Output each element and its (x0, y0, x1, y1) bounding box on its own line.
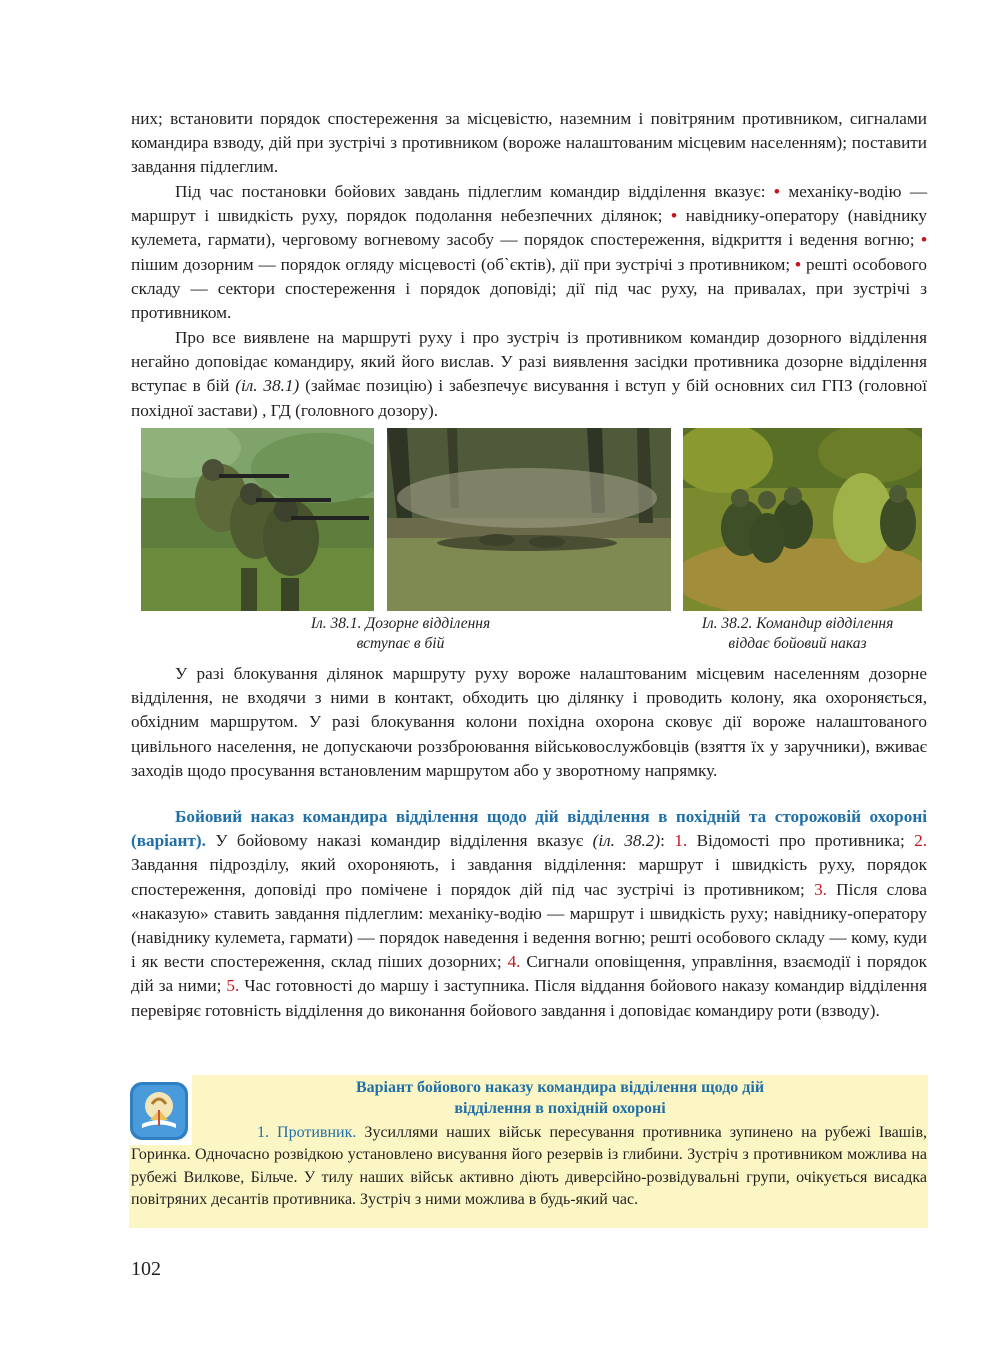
order-item-number: 2. (914, 831, 928, 851)
photo-soldiers-prone (387, 428, 671, 611)
order-item-number: 1. (674, 831, 688, 851)
photo-commander-orders (683, 428, 922, 611)
order-item-text: Завдання підрозділу, який охороняють, і завдання відділення: маршрут і швидкість руху, порядок спостереження, доповіді про помічене і порядок дій під час зустрічі із противником; (131, 855, 927, 899)
note-body: Зусиллями наших військ пересування противника зупинено на рубежі Івашів, Горинка. Одночасно розвідкою установлено висування його резервів із глибини. Зустріч з противником можлива на рубежі Вилкове, Більче. У тилу наших військ активно діють диверсійно-розвідувальні групи, очікується висадка повітряних десантів противника. Зустріч з ними можлива в будь-який час. (131, 1124, 928, 1208)
bullet-marker: • (920, 230, 928, 250)
photo-soldiers-firing (141, 428, 374, 611)
paragraph-2 (131, 180, 927, 325)
paragraph-2-item-4: решті особового складу — сектори спостереження і порядок доповіді; дії під час руху, на привалах, при зустрічі з противником. (131, 254, 928, 323)
paragraph-2-item-3: пішим дозорним — порядок огляду місцевості (об`єктів), дії при зустрічі з противником; (131, 254, 791, 274)
figure-caption-38-2: Іл. 38.2. Командир відділення віддає бойовий наказ (701, 615, 894, 652)
order-item-text: Після слова «наказую» ставить завдання підлеглим: механіку-водію — маршрут і швидкість руху; навіднику-оператору (навіднику кулемета, гармати) — порядок наведення і ведення вогню; решті особового складу — кому, куди і як вести спостереження, склад піших дозорних; (131, 879, 928, 972)
paragraph-5 (131, 805, 927, 1023)
paragraph-3 (131, 326, 927, 423)
bullet-marker: • (671, 206, 678, 226)
paragraph-2-item-2: навіднику-оператору (навіднику кулемета, гармати), черговому вогневому засобу — порядок спостереження, відкриття і ведення вогню; (131, 206, 928, 250)
colon: : (660, 831, 665, 851)
note-lead: 1. Противник. (257, 1124, 357, 1141)
order-item-text: Сигнали оповіщення, управління, взаємодії і порядок дій за ними; (131, 952, 928, 996)
paragraph-3-before: Про все виявлене на маршруті руху і про зустріч із противником командир дозорного відділення негайно доповідає командиру, який його вислав. У разі виявлення засідки противника дозорне відділення вступає в бій (131, 328, 927, 396)
order-item-text: Відомості про противника; (696, 831, 905, 851)
bullet-marker: • (795, 254, 802, 274)
section-heading: Бойовий наказ командира відділення щодо дій відділення в похідній та сторожовій охороні (варіант). (131, 807, 927, 851)
paragraph-5-intro: У бойовому наказі командир відділення вказує (215, 831, 584, 851)
note-title-line-2: відділення в похідній охороні (454, 1100, 666, 1117)
figure-reference: (іл. 38.1) (235, 376, 300, 396)
order-item-text: Час готовності до маршу і заступника. Після віддання бойового наказу командир відділення перевіряє готовність відділення до виконання бойового завдання і доповідає командиру роти (взводу). (131, 976, 928, 1020)
order-item-number: 3. (814, 879, 827, 899)
paragraph-2-item-1: механіку-водію — маршрут і швидкість руху, порядок подолання небезпечних ділянок; (131, 182, 928, 226)
paragraph-1: них; встановити порядок спостереження за місцевістю, наземним і повітряним противником, сигналами командира взводу, дій при зустрічі з противником (вороже налаштованим місцевим населенням); поставити завдання підлеглим. (131, 109, 927, 177)
order-item-number: 5. (226, 976, 240, 996)
note-title-line-1: Варіант бойового наказу командира відділення щодо дій (355, 1079, 765, 1096)
figure-reference: (іл. 38.2) (592, 831, 661, 851)
figure-caption-38-1: Іл. 38.1. Дозорне відділення вступає в бій (310, 615, 491, 652)
paragraph-4: У разі блокування ділянок маршруту руху вороже налаштованим місцевим населенням дозорне відділення, не входячи з ними в контакт, обходить цю ділянку і проводить колону, яка охороняється, обхідним маршрутом. У разі блокування колони похідна охорона сковує дії вороже налаштованого цивільного населення, не допускаючи роззброювання військовослужбовців (взяття їх у заручники), вживає заходів щодо просування встановленим маршрутом або у зворотному напрямку. (131, 664, 927, 780)
page-number: 102 (131, 1258, 161, 1280)
order-item-number: 4. (507, 952, 521, 972)
paragraph-2-intro: Під час постановки бойових завдань підлеглим командир відділення вказує: (175, 182, 766, 201)
note-text (131, 1122, 927, 1211)
paragraph-3-after: (займає позицію) і забезпечує висування і вступ у бій основних сил ГПЗ (головної похідної застави) , ГД (головного дозору). (131, 376, 928, 420)
note-title (192, 1077, 928, 1119)
bullet-marker: • (773, 182, 780, 201)
